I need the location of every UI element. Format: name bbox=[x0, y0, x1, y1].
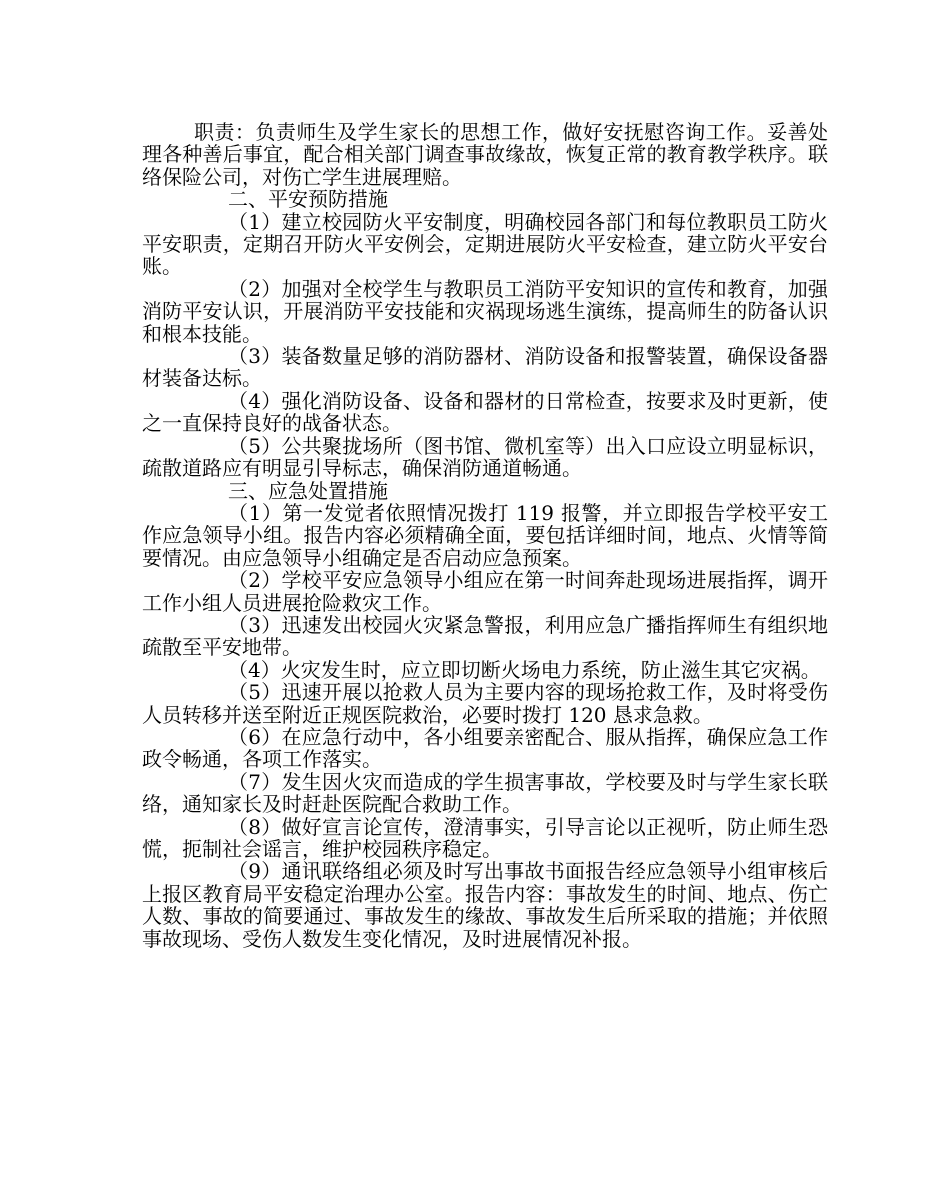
prevention-item-5: （5）公共聚拢场所（图书馆、微机室等）出入口应设立明显标识，疏散道路应有明显引导标志，确保消防通道畅通。 bbox=[142, 433, 828, 481]
emergency-item-5: （5）迅速开展以抢救人员为主要内容的现场抢救工作，及时将受伤人员转移并送至附近正规医院救治，必要时拨打 120 恳求急救。 bbox=[142, 680, 828, 727]
prevention-item-1: （1）建立校园防火平安制度，明确校园各部门和每位教职员工防火平安职责，定期召开防火平安例会，定期进展防火平安检查，建立防火平安台账。 bbox=[142, 209, 828, 279]
paragraph-responsibilities: 职责：负责师生及学生家长的思想工作，做好安抚慰咨询工作。妥善处理各种善后事宜，配合相关部门调查事故缘故，恢复正常的教育教学秩序。联络保险公司，对伤亡学生进展理赔。 bbox=[142, 120, 828, 189]
prevention-item-4: （4）强化消防设备、设备和器材的日常检查，按要求及时更新，使之一直保持良好的战备状态。 bbox=[142, 388, 828, 436]
section-heading-emergency: 三、应急处置措施 bbox=[228, 478, 388, 503]
emergency-item-6: （6）在应急行动中，各小组要亲密配合、服从指挥，确保应急工作政令畅通，各项工作落实。 bbox=[142, 724, 828, 772]
emergency-item-1: （1）第一发觉者依照情况拨打 119 报警，并立即报告学校平安工作应急领导小组。报告内容必须精确全面，要包括详细时间，地点、火情等简要情况。由应急领导小组确定是否启动应急预案。 bbox=[142, 500, 828, 570]
emergency-item-7: （7）发生因火灾而造成的学生损害事故，学校要及时与学生家长联络，通知家长及时赶赴医院配合救助工作。 bbox=[142, 769, 828, 817]
emergency-item-3: （3）迅速发出校园火灾紧急警报，利用应急广播指挥师生有组织地疏散至平安地带。 bbox=[142, 612, 828, 660]
prevention-item-3: （3）装备数量足够的消防器材、消防设备和报警装置，确保设备器材装备达标。 bbox=[142, 344, 828, 391]
section-heading-prevention: 二、平安预防措施 bbox=[228, 187, 388, 212]
emergency-item-8: （8）做好宣言论宣传，澄清事实，引导言论以正视听，防止师生恐慌，扼制社会谣言，维护校园秩序稳定。 bbox=[142, 814, 828, 861]
emergency-item-2: （2）学校平安应急领导小组应在第一时间奔赴现场进展指挥，调开工作小组人员进展抢险救灾工作。 bbox=[142, 568, 828, 615]
prevention-item-2: （2）加强对全校学生与教职员工消防平安知识的宣传和教育，加强消防平安认识，开展消防平安技能和灾祸现场逃生演练，提高师生的防备认识和根本技能。 bbox=[142, 276, 828, 346]
document-body bbox=[142, 121, 828, 950]
emergency-item-9: （9）通讯联络组必须及时写出事故书面报告经应急领导小组审核后上报区教育局平安稳定治理办公室。报告内容：事故发生的时间、地点、伤亡人数、事故的简要通过、事故发生的缘故、事故发生后所采取的措施；并依照事故现场、受伤人数发生变化情况，及时进展情况补报。 bbox=[142, 859, 828, 951]
emergency-item-4: （4）火灾发生时，应立即切断火场电力系统，防止滋生其它灾祸。 bbox=[228, 657, 821, 682]
